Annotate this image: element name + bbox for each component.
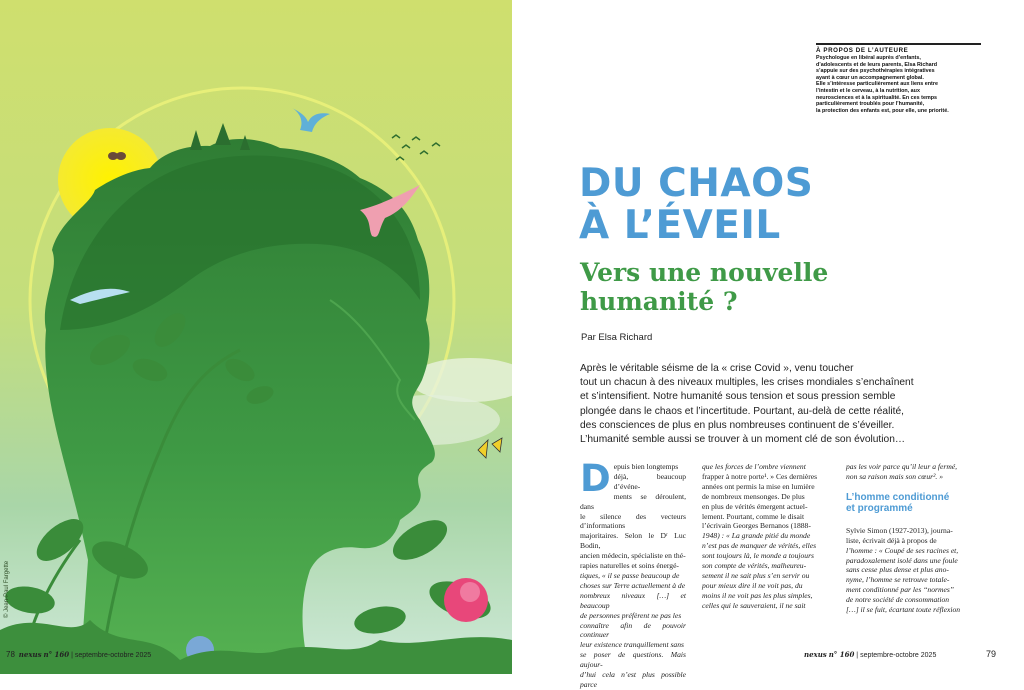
body-line: frapper à notre porte¹. » Ces dernières [702, 471, 818, 481]
issue-date-right: septembre-octobre 2025 [860, 652, 937, 659]
body-line: d’hui cela n’est plus possible parce [580, 670, 686, 689]
body-line: années ont permis la mise en lumière [702, 481, 815, 491]
body-line: 1948) : « La grande pitié du monde [702, 531, 811, 541]
article-subtitle [580, 258, 828, 316]
body-column-2 [702, 462, 834, 611]
author-line: Elle s’intéresse particulièrement aux liens entre [816, 81, 938, 88]
body-line: de nombreux mensonges. De plus [702, 491, 805, 501]
article-title [579, 163, 813, 247]
issue-number-left: n° 160 [43, 650, 70, 659]
issue-number-right: n° 160 [828, 650, 855, 659]
author-box [816, 43, 981, 114]
body-line: son compte de vérités, malheureu- [702, 561, 807, 571]
standfirst-line: des consciences de plus en plus nombreuses continuent de s’éveiller. [580, 419, 895, 431]
subtitle-line-2: humanité ? [580, 287, 738, 316]
body-line: pour mieux dire il ne voit pas, du [702, 580, 803, 590]
author-box-heading: À PROPOS DE L’AUTEURE [816, 47, 909, 54]
body-line: rapies naturelles et soins énergé- [580, 561, 679, 571]
left-page-illustration [0, 0, 512, 674]
byline: Par Elsa Richard [581, 332, 653, 343]
title-line-1: DU CHAOS [579, 161, 814, 206]
body-line: l’homme : « Coupé de ses racines et, [846, 545, 959, 555]
body-line: sement il ne sait plus s’en servir ou [702, 570, 810, 580]
body-line: liste, écrivait déjà à propos de [846, 535, 937, 545]
standfirst-line: plongée dans le chaos et l’incertitude. Pourtant, au-delà de cette réalité, [580, 405, 904, 417]
body-line: nyme, l’homme se retrouve totale- [846, 575, 950, 585]
author-box-text [816, 55, 981, 114]
folio-right: nexus n° 160 | septembre-octobre 2025 [804, 650, 937, 659]
body-line: ments se déroulent, dans [580, 491, 686, 511]
body-line: de notre société de consommation [846, 595, 950, 605]
drop-cap: D [580, 457, 611, 500]
body-line: sans cesse plus dense et plus ano- [846, 565, 949, 575]
page-number-left: 78 [6, 650, 15, 659]
body-line: connaître afin de pouvoir continuer [580, 620, 686, 640]
author-line: Psychologue en libéral auprès d’enfants, [816, 55, 921, 61]
folio-left: 78 nexus n° 160 | septembre-octobre 2025 [6, 650, 152, 659]
right-page-article [512, 0, 1024, 689]
author-line: s’appuie sur des psychothérapies intégratives [816, 68, 935, 75]
body-line: choses sur Terre actuellement à de [580, 580, 686, 590]
child-silhouette-illustration [0, 0, 512, 674]
author-line: l’intestin et le cerveau, à la nutrition, aux [816, 87, 920, 94]
body-column-1 [580, 457, 686, 690]
issue-date-left: septembre-octobre 2025 [74, 652, 152, 659]
body-line: pas les voir parce qu’il leur a fermé, [846, 462, 958, 471]
body-line: […] il se fuit, écartant toute réflexion [846, 605, 961, 615]
subtitle-line-1: Vers une nouvelle [580, 258, 829, 287]
body-line: que les forces de l’ombre viennent [702, 462, 806, 471]
magazine-brand-left: nexus [18, 650, 42, 659]
body-line: sont toujours là, le monde a toujours [702, 551, 815, 561]
photo-credit: © Jean-Paul Fargette [4, 560, 10, 618]
body-line: tiques, « il se passe beaucoup de [580, 570, 680, 580]
body-line: paradoxalement isolé dans une foule [846, 555, 958, 565]
standfirst-line: et s’intensifient. Notre humanité sous tension et sous pression semble [580, 391, 896, 403]
section-heading [846, 492, 974, 514]
body-line: ancien médecin, spécialiste en thé- [580, 551, 686, 561]
body-line: celles qui le sauveraient, il ne sait [702, 600, 806, 610]
body-line: majoritaires. Selon le Dʳ Luc Bodin, [580, 531, 686, 551]
section-heading-line-1: L’homme conditionné [846, 491, 950, 503]
body-line: l’écrivain Georges Bernanos (1888- [702, 521, 811, 531]
body-line: epuis bien longtemps [613, 462, 679, 471]
author-line: la protection des enfants est, pour elle, une priorité. [816, 107, 949, 114]
body-line: le silence des vecteurs d’informations [580, 511, 686, 531]
body-line: non sa raison mais son cœur². » [846, 471, 943, 481]
standfirst-line: tout un chacun à des niveaux multiples, les crises mondiales s’enchaînent [580, 377, 914, 389]
section-heading-line-2: et programmé [846, 502, 913, 514]
body-line: lement. Pourtant, comme le disait [702, 511, 805, 521]
magazine-brand-right: nexus [804, 650, 827, 659]
author-line: d’adolescents et de leurs parents, Elsa Richard [816, 61, 938, 68]
body-line: moins il ne voit pas les plus simples, [702, 590, 813, 600]
body-line: leur existence tranquillement sans [580, 640, 684, 650]
body-line: Sylvie Simon (1927-2013), journa- [846, 525, 953, 535]
body-line: nombreux niveaux […] et beaucoup [580, 590, 686, 610]
body-line: ment conditionné par les “normes” [846, 585, 954, 595]
standfirst-line: L’humanité semble aussi se trouver à un moment clé de son évolution… [580, 434, 906, 446]
body-line: déjà, beaucoup d’événe- [613, 471, 686, 491]
author-line: neurosciences et à la spiritualité. En ces temps [816, 94, 938, 101]
page-number-right: 79 [986, 649, 997, 659]
standfirst-line: Après le véritable séisme de la « crise Covid », venu toucher [580, 363, 854, 374]
author-line: particulièrement troublés pour l’humanité, [816, 101, 925, 108]
title-line-2: À L’ÉVEIL [579, 203, 781, 248]
body-line: se poser de questions. Mais aujour- [580, 650, 686, 670]
body-line: de personnes préfèrent ne pas les [580, 610, 682, 620]
body-line: n’est pas de manquer de vérités, elles [702, 541, 817, 551]
body-line: en plus de vérités émergent actuel- [702, 501, 808, 511]
standfirst [580, 362, 965, 447]
body-column-3 [846, 462, 974, 615]
author-line: ayant à cœur un accompagnement global. [816, 74, 924, 81]
